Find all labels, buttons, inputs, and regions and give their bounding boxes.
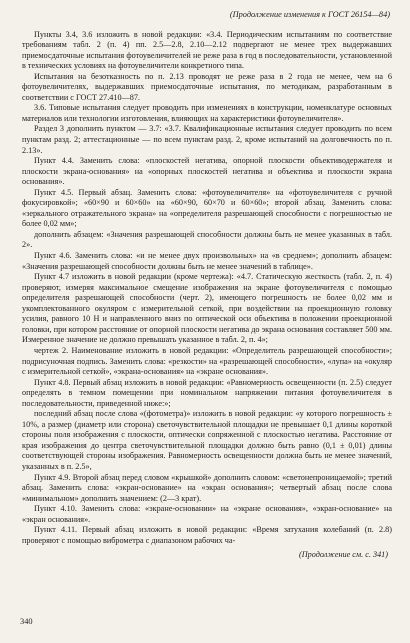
paragraph: чертеж 2. Наименование изложить в новой редакции: «Определитель разрешающей способности»; подрисуночная подпись. Заменить слова: «резкости» на «разрешающей способности», «лупа» на «окуляр с измерительной сеткой», «экрана-основания» на «экране основания». [22,345,392,377]
paragraph: Пункт 4.10. Заменить слова: «экране-основании» на «экране основания», «экран-основание» на «экран основания». [22,504,392,524]
page-number: 340 [20,617,33,626]
paragraph: Пункт 4.9. Второй абзац перед словом «крышкой» дополнить словом: «светонепроницаемой»; третий абзац. Заменить слова: «экран-основание» на «экран основания»; четвертый абзац после слова «минимальном» дополнить значением: (2—3 крат). [22,472,392,503]
paragraph: Пункт 4.6. Заменить слова: «и не менее двух произвольных» на «в среднем»; дополнить абзацем: «Значения разрешающей способности должны быть не менее значений в таблице». [22,251,392,271]
paragraph: дополнить абзацем: «Значения разрешающей способности должны быть не менее указанных в табл. 2». [22,229,392,250]
paragraph: Испытания на безотказность по п. 2.13 проводят не реже раза в 2 года не менее, чем на 6 фотоувеличителях, выдержавших приемосдаточные испытания, по методикам, разработанным в соответствии с ГОСТ 27.410—87. [22,71,392,102]
continuation-note: (Продолжение см. с. 341) [299,550,388,560]
body-text [22,30,392,547]
paragraph: 3.6. Типовые испытания следует проводить при изменениях в конструкции, номенклатуре основных материалов или технологии изготовления, влияющих на характеристики фотоувеличителя». [22,103,392,123]
paragraph: Пункт 4.4. Заменить слова: «плоскостей негатива, опорной плоскости объективодержателя и плоскости экрана-основания» на «опорных плоскостей негатива и объектива и плоскости экрана основания». [22,156,392,187]
paragraph: Пункт 4.5. Первый абзац. Заменить слова: «фотоувеличителя» на «фотоувеличителя с ручной фокусировкой»; «60×90 и 60×60» на «60×90, 60×70 и 60×60»; второй абзац. Заменить слова: «зеркального отражательного экрана» на «определителя разрешающей способности с погрешностью не более 0,02 мм»; [22,187,392,229]
page-header: (Продолжение изменения к ГОСТ 26154—84) [229,10,390,19]
paragraph: Пункт 4.8. Первый абзац изложить в новой редакции: «Равномерность освещенности (п. 2.5) следует определять в темном помещении при номинальном напряжении питания фотоувеличителя в последовательности, приведенной ниже:»; [22,377,392,408]
paragraph: последний абзац после слова «(фотометра)» изложить в новой редакции: «у которого погрешность ± 10%, а размер (диаметр или сторона) светочувствительной площадки не превышает 0,1 длины короткой стороны поля изображения с плоскости, оптически сопряженной с плоскостью негатива. Расстояние от края изображения до центра светочувствительной площадки должно быть равно (0,1 ± 0,01) длины соответствующей стороны изображения. Равномерность освещенности должна быть не менее значений, указанных в п. 2.5», [22,409,392,471]
paragraph: Пункты 3.4, 3.6 изложить в новой редакции: «3.4. Периодическим испытаниям по соответствие требованиям табл. 2 (п. 4) пп. 2.5—2.8, 2.10—2.12 подвергают не менее трех выдержавших приемосдаточные испытания фотоувеличителей не реже раза в год в последовательности, установленной в технических условиях на фотоувеличители конкретного типа. [22,29,392,71]
paragraph: Пункт 4.11. Первый абзац изложить в новой редакции: «Время затухания колебаний (п. 2.8) проверяют с помощью виброметра с диапазоном рабочих ча- [22,525,392,545]
paragraph: Пункт 4.7 изложить в новой редакции (кроме чертежа): «4.7. Статическую жесткость (табл. 2, п. 4) проверяют, измеряя максимальное смещение изображения на экране фотоувеличителя с помощью определителя разрешающей способности (черт. 2), имеющего погрешность не более 0,02 мм и укомплектованного окуляром с измерительной сеткой, при воздействии на проекционную головку усилия, равного 10 Н и направленного вниз по оптической оси объектива в положении проекционной головки, при котором расстояние от опорной плоскости негатива до экрана основания составляет 500 мм. Измеренное значение не должно превышать указанное в табл. 2, п. 4»; [22,272,392,345]
paragraph: Раздел 3 дополнить пунктом — 3.7: «3.7. Квалификационные испытания следует проводить по всем пунктам разд. 2; аттестационные — по всем пунктам разд. 2, кроме испытаний на долговечность по п. 2.13». [22,124,392,155]
